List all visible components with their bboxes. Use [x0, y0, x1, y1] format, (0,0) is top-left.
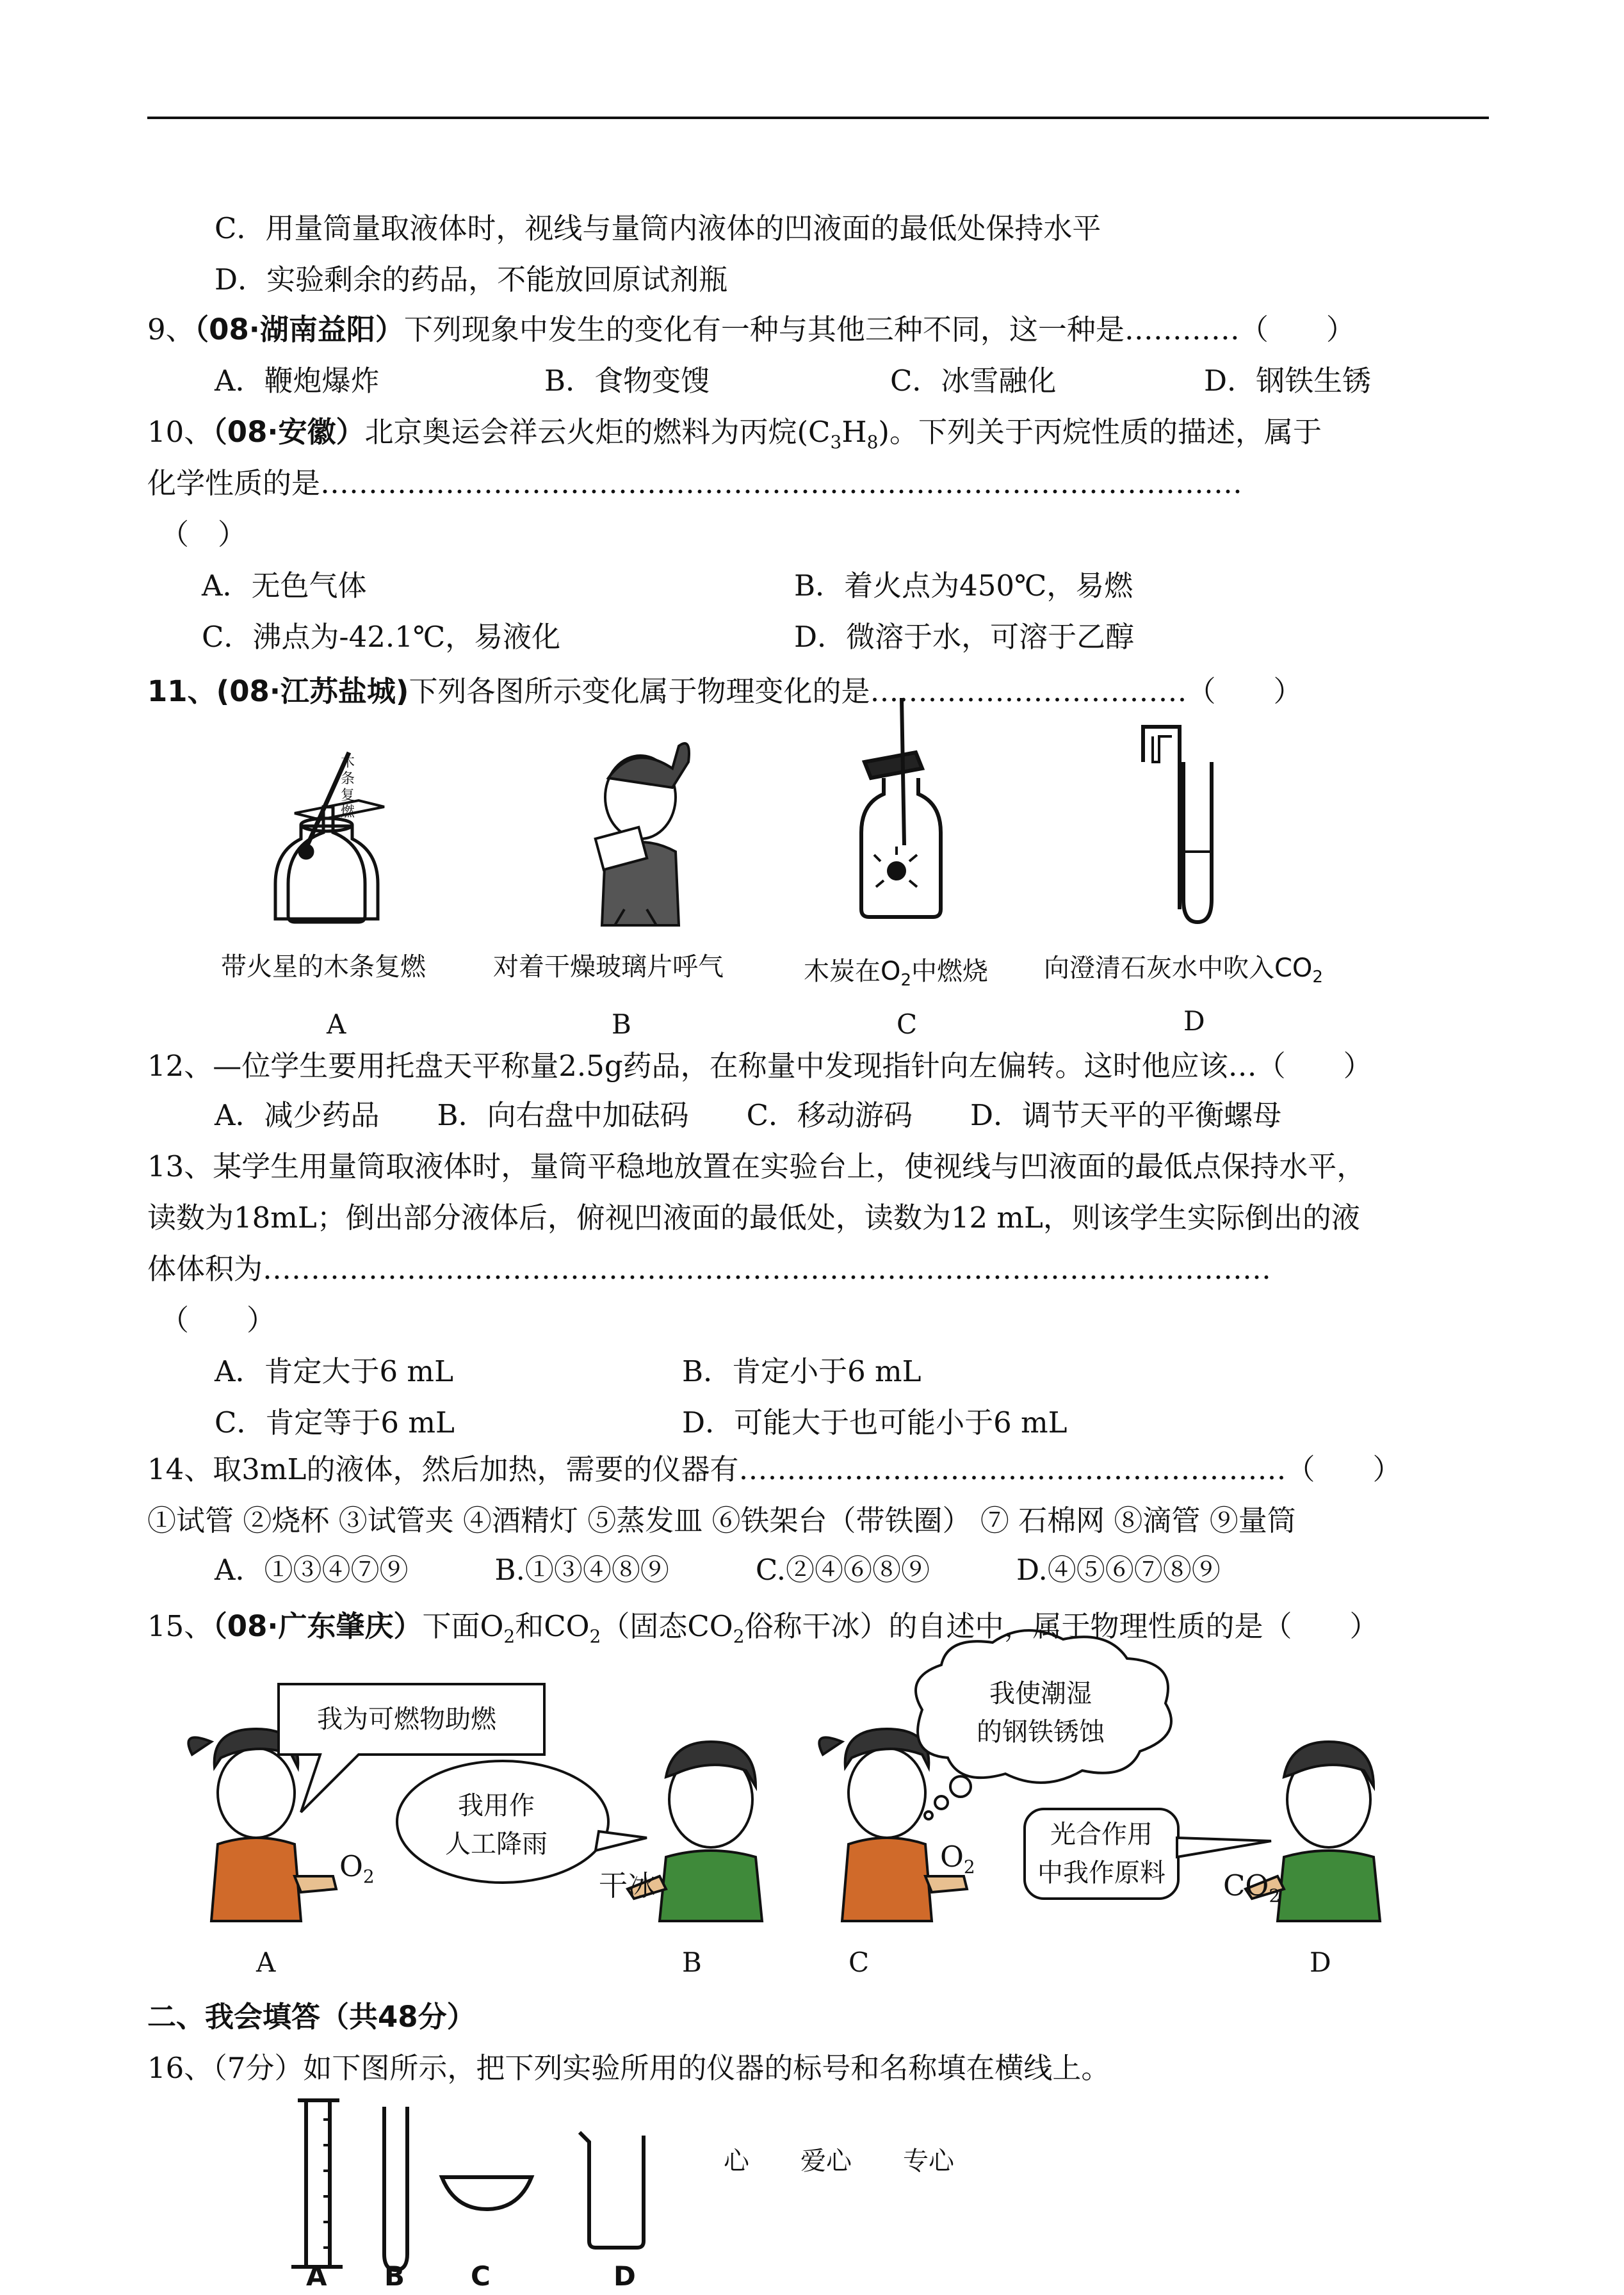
- q13-option-a: A．肯定大于6 mL: [215, 1354, 453, 1388]
- q11-label-a: A: [327, 1009, 346, 1040]
- q15-bubble-b-text-1: 我用作: [458, 1791, 535, 1821]
- q15-tag-b: 干冰: [599, 1869, 657, 1902]
- q12-options: A．减少药品 B．向右盘中加砝码 C．移动游码 D．调节天平的平衡螺母: [215, 1098, 1282, 1132]
- q15-bubble-a-text: 我为可燃物助燃: [317, 1705, 496, 1734]
- q11-stem: 11、(08·江苏盐城)下列各图所示变化属于物理变化的是……………………………（ ）: [147, 674, 1303, 708]
- q16-apparatus-a-graduated-cylinder: [291, 2100, 343, 2267]
- q9-option-d: D．钢铁生锈: [1204, 364, 1372, 398]
- q11-caption-a: 带火星的木条复燃: [221, 952, 426, 982]
- q11-label-d: D: [1183, 1005, 1205, 1037]
- q13-option-c: C．肯定等于6 mL: [215, 1406, 455, 1439]
- q16-apparatus-b-test-tube: [384, 2107, 407, 2270]
- q10-option-b: B．着火点为450℃，易燃: [794, 569, 1133, 603]
- q13-option-b: B．肯定小于6 mL: [682, 1354, 922, 1388]
- q16-apparatus-c-evaporating-dish: [442, 2177, 532, 2209]
- q9-option-a: A．鞭炮爆炸: [215, 364, 380, 398]
- q13-answer-paren: （ ）: [160, 1303, 276, 1337]
- q15-bubble-c-text-1: 我使潮湿: [989, 1679, 1092, 1708]
- q10-option-a: A．无色气体: [202, 569, 367, 603]
- q16-stem: 16、（7分）如下图所示，把下列实验所用的仪器的标号和名称填在横线上。: [147, 2051, 1110, 2085]
- q15-bubble-d-text-2: 中我作原料: [1037, 1858, 1165, 1888]
- q9-option-c: C．冰雪融化: [890, 364, 1057, 398]
- q13-stem-line1: 13、某学生用量筒取液体时，量筒平稳地放置在实验台上，使视线与凹液面的最低点保持水平，: [147, 1149, 1366, 1183]
- q14-stem: 14、取3mL的液体，然后加热，需要的仪器有…………………………………………………（ ）: [147, 1452, 1402, 1486]
- q11-figure-d-test-tube: [1143, 727, 1212, 922]
- q16-apparatus-d-beaker: [580, 2132, 644, 2248]
- q9-stem: 9、（08·湖南益阳）下列现象中发生的变化有一种与其他三种不同，这一种是…………（ ）: [147, 312, 1355, 346]
- q11-wood-note: 木条复燃: [341, 754, 355, 820]
- q16-label-c: C: [471, 2260, 491, 2292]
- q16-label-a: A: [306, 2260, 327, 2292]
- q13-stem-line3: 体体积为……………………………………………………………………………………………: [147, 1252, 1272, 1286]
- q11-caption-b: 对着干燥玻璃片呼气: [493, 952, 724, 982]
- q15-bubble-c-text-2: 的钢铁锈蚀: [977, 1717, 1105, 1747]
- q13-option-d: D．可能大于也可能小于6 mL: [682, 1406, 1068, 1439]
- section-2-title: 二、我会填答（共48分）: [147, 2000, 476, 2034]
- q11-figure-b-girl: [596, 743, 689, 925]
- q13-stem-line2: 读数为18mL；倒出部分液体后，俯视凹液面的最低处，读数为12 mL，则该学生实际倒出的液: [147, 1201, 1360, 1235]
- q9-option-b: B．食物变馊: [544, 364, 710, 398]
- q15-tag-c: $O_2$: [940, 1840, 975, 1877]
- q16-label-b: B: [384, 2260, 405, 2292]
- q8-option-d: D．实验剩余的药品，不能放回原试剂瓶: [215, 263, 728, 296]
- q14-options: A．①③④⑦⑨ B.①③④⑧⑨ C.②④⑥⑧⑨ D.④⑤⑥⑦⑧⑨: [215, 1553, 1221, 1587]
- q11-figure-c-jar: [861, 698, 941, 917]
- q15-bubble-d-text-1: 光合作用: [1050, 1820, 1153, 1849]
- q10-option-c: C．沸点为-42.1℃，易液化: [202, 620, 561, 654]
- q8-option-c: C．用量筒量取液体时，视线与量筒内液体的凹液面的最低处保持水平: [215, 211, 1101, 245]
- q15-tag-a: $O_2$: [339, 1849, 375, 1887]
- q16-label-d: D: [613, 2260, 636, 2292]
- q15-stem: 15、（08·广东肇庆）下面$O_2$和$CO_2$（固态$CO_2$俗称干冰）的自述中，属于物理性质的是（ ）: [147, 1609, 1379, 1647]
- q10-stem-line2: 化学性质的是……………………………………………………………………………………: [147, 466, 1243, 500]
- q15-label-a: A: [256, 1947, 276, 1978]
- q11-label-b: B: [612, 1009, 631, 1040]
- q12-stem: 12、—位学生要用托盘天平称量2.5g药品，在称量中发现指针向左偏转。这时他应该…（ ）: [147, 1049, 1372, 1083]
- q16-faint-text: 心 爱心 专心: [724, 2146, 954, 2176]
- q15-character-a-girl: [188, 1729, 336, 1921]
- q10-stem-line1: 10、（08·安徽）北京奥运会祥云火炬的燃料为丙烷$(C_3H_8)$。下列关于丙烷性质的描述，属于: [147, 415, 1322, 453]
- q11-caption-c: 木炭在$O_2$中燃烧: [804, 957, 989, 990]
- q15-bubble-b-text-2: 人工降雨: [445, 1829, 548, 1859]
- q10-answer-paren: （ ）: [160, 517, 247, 551]
- q15-label-d: D: [1310, 1947, 1331, 1978]
- q15-label-b: B: [682, 1947, 702, 1978]
- q14-items: ①试管 ②烧杯 ③试管夹 ④酒精灯 ⑤蒸发皿 ⑥铁架台（带铁圈） ⑦ 石棉网 ⑧滴管 ⑨量筒: [147, 1504, 1296, 1537]
- q10-option-d: D．微溶于水，可溶于乙醇: [794, 620, 1135, 654]
- q11-caption-d: 向澄清石灰水中吹入$CO_2$: [1044, 953, 1323, 987]
- q15-label-c: C: [849, 1947, 870, 1978]
- q15-tag-d: $CO_2$: [1223, 1869, 1281, 1906]
- q11-label-c: C: [897, 1009, 918, 1040]
